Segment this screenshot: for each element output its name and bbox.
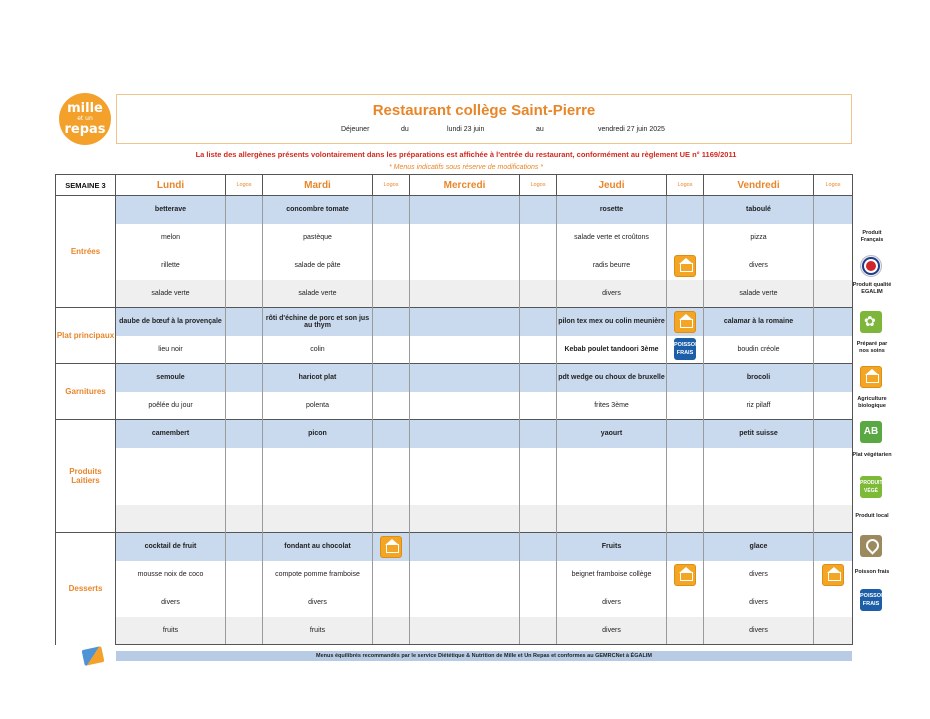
logo-cell bbox=[667, 308, 704, 336]
logo-cell bbox=[520, 561, 557, 589]
to-label: au bbox=[536, 126, 544, 133]
house-icon bbox=[674, 255, 696, 277]
category-plat-principaux: Plat principaux bbox=[56, 308, 116, 364]
category-produits-laitiers: Produits Laitiers bbox=[56, 420, 116, 533]
table-row bbox=[56, 392, 853, 420]
logos-header: Logos bbox=[520, 175, 557, 196]
dish-cell bbox=[557, 505, 667, 533]
dish-cell: salade verte bbox=[116, 280, 226, 308]
to-date: vendredi 27 juin 2025 bbox=[598, 126, 665, 133]
dish-cell: divers bbox=[557, 280, 667, 308]
dish-cell: divers bbox=[557, 617, 667, 645]
dish-cell: betterave bbox=[116, 196, 226, 224]
dish-cell: pilon tex mex ou colin meunière bbox=[557, 308, 667, 336]
logo-cell bbox=[226, 336, 263, 364]
dish-cell: daube de bœuf à la provençale bbox=[116, 308, 226, 336]
legend-label: Préparé par nos soins bbox=[856, 341, 888, 354]
organic-ab-icon: AB bbox=[860, 421, 882, 443]
dish-cell: melon bbox=[116, 224, 226, 252]
dish-cell bbox=[410, 196, 520, 224]
category-desserts: Desserts bbox=[56, 533, 116, 645]
logo-cell bbox=[520, 420, 557, 448]
legend-label: Poisson frais bbox=[854, 569, 890, 575]
dish-cell bbox=[410, 308, 520, 336]
dish-cell bbox=[410, 505, 520, 533]
dish-cell bbox=[557, 448, 667, 505]
table-row bbox=[56, 224, 853, 252]
dish-cell: pastèque bbox=[263, 224, 373, 252]
dish-cell: pdt wedge ou choux de bruxelle bbox=[557, 364, 667, 392]
logo-cell bbox=[667, 252, 704, 280]
dish-cell: glace bbox=[704, 533, 814, 561]
vegetarian-icon: PRODUIT VÉGÉ bbox=[860, 476, 882, 498]
dish-cell: yaourt bbox=[557, 420, 667, 448]
logo-cell bbox=[226, 364, 263, 392]
dish-cell: salade verte et croûtons bbox=[557, 224, 667, 252]
dish-cell bbox=[116, 448, 226, 505]
logo-cell bbox=[373, 448, 410, 505]
logo-cell bbox=[226, 392, 263, 420]
logo-cell bbox=[226, 448, 263, 505]
day-header-mercredi: Mercredi bbox=[410, 175, 520, 196]
week-label: SEMAINE 3 bbox=[56, 175, 116, 196]
brand-logo: mille et un repas bbox=[59, 93, 111, 145]
logo-cell bbox=[814, 589, 853, 617]
legend-label: Plat végétarien bbox=[852, 452, 892, 458]
dish-cell bbox=[263, 448, 373, 505]
logo-cell bbox=[520, 617, 557, 645]
logo-cell bbox=[373, 392, 410, 420]
logo-cell bbox=[667, 224, 704, 252]
logo-cell bbox=[226, 533, 263, 561]
dish-cell bbox=[410, 420, 520, 448]
dish-cell: divers bbox=[704, 561, 814, 589]
dish-cell: divers bbox=[704, 252, 814, 280]
logo-cell bbox=[667, 533, 704, 561]
dish-cell: salade verte bbox=[704, 280, 814, 308]
logo-cell bbox=[226, 252, 263, 280]
dish-cell: frites 3ème bbox=[557, 392, 667, 420]
location-pin-icon bbox=[860, 535, 882, 557]
logo-cell bbox=[520, 448, 557, 505]
fresh-fish-icon: POISSON FRAIS bbox=[674, 338, 696, 360]
dish-cell: semoule bbox=[116, 364, 226, 392]
logo-cell bbox=[667, 336, 704, 364]
legend-label: Agriculture biologique bbox=[857, 396, 887, 409]
logo-cell bbox=[373, 252, 410, 280]
logo-cell bbox=[667, 589, 704, 617]
dish-cell: radis beurre bbox=[557, 252, 667, 280]
logo-cell bbox=[667, 561, 704, 589]
dish-cell: rosette bbox=[557, 196, 667, 224]
logo-cell bbox=[814, 505, 853, 533]
dish-cell: fruits bbox=[263, 617, 373, 645]
dish-cell: compote pomme framboise bbox=[263, 561, 373, 589]
table-row bbox=[56, 533, 853, 561]
logo-cell bbox=[373, 224, 410, 252]
dish-cell: haricot plat bbox=[263, 364, 373, 392]
dish-cell: rôti d'échine de porc et son jus au thym bbox=[263, 308, 373, 336]
dish-cell: divers bbox=[116, 589, 226, 617]
logo-cell bbox=[814, 252, 853, 280]
dish-cell bbox=[116, 505, 226, 533]
dish-cell: poêlée du jour bbox=[116, 392, 226, 420]
dish-cell: brocoli bbox=[704, 364, 814, 392]
house-icon bbox=[380, 536, 402, 558]
logo-cell bbox=[814, 392, 853, 420]
day-header-jeudi: Jeudi bbox=[557, 175, 667, 196]
logo-cell bbox=[814, 308, 853, 336]
french-flag-icon bbox=[860, 255, 882, 277]
logo-cell bbox=[520, 336, 557, 364]
logo-cell bbox=[814, 364, 853, 392]
logo-cell bbox=[667, 364, 704, 392]
logo-cell bbox=[814, 420, 853, 448]
dish-cell: boudin créole bbox=[704, 336, 814, 364]
dish-cell: pizza bbox=[704, 224, 814, 252]
dish-cell: rillette bbox=[116, 252, 226, 280]
category-garnitures: Garnitures bbox=[56, 364, 116, 420]
menu-disclaimer: * Menus indicatifs sous réserve de modifications * bbox=[388, 164, 544, 171]
category-entrees: Entrées bbox=[56, 196, 116, 308]
dish-cell: camembert bbox=[116, 420, 226, 448]
logo-cell bbox=[667, 420, 704, 448]
dish-cell: beignet framboise collège bbox=[557, 561, 667, 589]
logo-cell bbox=[814, 280, 853, 308]
dish-cell: mousse noix de coco bbox=[116, 561, 226, 589]
logo-cell bbox=[814, 448, 853, 505]
logo-cell bbox=[373, 420, 410, 448]
dish-cell bbox=[263, 505, 373, 533]
fresh-fish-icon: POISSON FRAIS bbox=[860, 589, 882, 611]
table-row bbox=[56, 196, 853, 224]
legend-label: Produit Français bbox=[860, 230, 884, 243]
dish-cell: colin bbox=[263, 336, 373, 364]
table-row bbox=[56, 589, 853, 617]
dish-cell: salade de pâte bbox=[263, 252, 373, 280]
dish-cell bbox=[410, 392, 520, 420]
logo-cell bbox=[226, 617, 263, 645]
logos-header: Logos bbox=[226, 175, 263, 196]
dish-cell: fruits bbox=[116, 617, 226, 645]
dish-cell: fondant au chocolat bbox=[263, 533, 373, 561]
dish-cell: polenta bbox=[263, 392, 373, 420]
logo-cell bbox=[373, 196, 410, 224]
footer-note: Menus équilibrés recommandés par le service Diététique & Nutrition de Mille et Un Repas et conformes au GEMRCNet à ÉGALIM bbox=[116, 651, 852, 661]
logo-cell bbox=[667, 392, 704, 420]
logo-cell bbox=[373, 561, 410, 589]
brand-mark-icon bbox=[82, 646, 105, 666]
day-header-mardi: Mardi bbox=[263, 175, 373, 196]
logo-cell bbox=[667, 617, 704, 645]
logo-cell bbox=[373, 505, 410, 533]
logo-cell bbox=[814, 224, 853, 252]
dish-cell: taboulé bbox=[704, 196, 814, 224]
dish-cell bbox=[410, 448, 520, 505]
dish-cell bbox=[704, 448, 814, 505]
dish-cell: salade verte bbox=[263, 280, 373, 308]
dish-cell bbox=[410, 280, 520, 308]
logo-cell bbox=[814, 336, 853, 364]
logos-header: Logos bbox=[667, 175, 704, 196]
logo-cell bbox=[373, 364, 410, 392]
logo-cell bbox=[814, 196, 853, 224]
table-row bbox=[56, 252, 853, 280]
header-box bbox=[116, 94, 852, 144]
table-row bbox=[56, 617, 853, 645]
logo-cell bbox=[520, 589, 557, 617]
dish-cell bbox=[410, 364, 520, 392]
house-icon bbox=[822, 564, 844, 586]
logo-cell bbox=[520, 224, 557, 252]
dish-cell bbox=[410, 617, 520, 645]
dish-cell: picon bbox=[263, 420, 373, 448]
menu-table bbox=[55, 174, 853, 645]
logos-header: Logos bbox=[373, 175, 410, 196]
logo-cell bbox=[520, 533, 557, 561]
dish-cell: riz pilaff bbox=[704, 392, 814, 420]
table-row bbox=[56, 448, 853, 505]
dish-cell: calamar à la romaine bbox=[704, 308, 814, 336]
table-header-row bbox=[56, 175, 853, 196]
dish-cell: divers bbox=[704, 589, 814, 617]
logo-cell bbox=[373, 589, 410, 617]
dish-cell: petit suisse bbox=[704, 420, 814, 448]
logo-cell bbox=[667, 196, 704, 224]
table-row bbox=[56, 561, 853, 589]
egalim-icon bbox=[860, 311, 882, 333]
dish-cell: divers bbox=[704, 617, 814, 645]
dish-cell bbox=[410, 533, 520, 561]
logo-cell bbox=[226, 224, 263, 252]
logo-cell bbox=[226, 589, 263, 617]
dish-cell: lieu noir bbox=[116, 336, 226, 364]
from-label: du bbox=[401, 126, 409, 133]
meal-label: Déjeuner bbox=[341, 126, 370, 133]
table-row bbox=[56, 280, 853, 308]
dish-cell bbox=[410, 589, 520, 617]
logo-cell bbox=[667, 280, 704, 308]
legend-label: Produit qualité EGALIM bbox=[852, 282, 892, 295]
house-icon bbox=[674, 311, 696, 333]
legend-label: Produit local bbox=[855, 513, 889, 519]
logo-cell bbox=[667, 505, 704, 533]
logo-cell bbox=[226, 420, 263, 448]
logo-cell bbox=[226, 196, 263, 224]
logo-cell bbox=[373, 533, 410, 561]
dish-cell: concombre tomate bbox=[263, 196, 373, 224]
dish-cell: divers bbox=[263, 589, 373, 617]
logo-cell bbox=[520, 308, 557, 336]
day-header-vendredi: Vendredi bbox=[704, 175, 814, 196]
logo-cell bbox=[226, 561, 263, 589]
house-icon bbox=[860, 366, 882, 388]
table-row bbox=[56, 420, 853, 448]
logo-cell bbox=[373, 617, 410, 645]
logo-cell bbox=[520, 280, 557, 308]
logo-cell bbox=[226, 308, 263, 336]
logo-cell bbox=[373, 336, 410, 364]
logos-header: Logos bbox=[814, 175, 853, 196]
logo-cell bbox=[520, 196, 557, 224]
logo-cell bbox=[667, 448, 704, 505]
logo-cell bbox=[814, 561, 853, 589]
logo-cell bbox=[226, 280, 263, 308]
dish-cell bbox=[410, 224, 520, 252]
dish-cell: cocktail de fruit bbox=[116, 533, 226, 561]
logo-cell bbox=[520, 252, 557, 280]
logo-cell bbox=[373, 280, 410, 308]
logo-cell bbox=[226, 505, 263, 533]
dish-cell bbox=[704, 505, 814, 533]
table-row bbox=[56, 336, 853, 364]
day-header-lundi: Lundi bbox=[116, 175, 226, 196]
table-row bbox=[56, 308, 853, 336]
logo-cell bbox=[814, 617, 853, 645]
logo-cell bbox=[520, 505, 557, 533]
from-date: lundi 23 juin bbox=[447, 126, 485, 133]
logo-cell bbox=[520, 392, 557, 420]
table-row bbox=[56, 364, 853, 392]
house-icon bbox=[674, 564, 696, 586]
dish-cell bbox=[410, 336, 520, 364]
dish-cell bbox=[410, 252, 520, 280]
dish-cell: Kebab poulet tandoori 3ème bbox=[557, 336, 667, 364]
dish-cell: divers bbox=[557, 589, 667, 617]
logo-cell bbox=[814, 533, 853, 561]
dish-cell bbox=[410, 561, 520, 589]
page-title: Restaurant collège Saint-Pierre bbox=[372, 102, 596, 119]
table-row bbox=[56, 505, 853, 533]
logo-cell bbox=[520, 364, 557, 392]
logo-cell bbox=[373, 308, 410, 336]
allergen-notice: La liste des allergènes présents volontairement dans les préparations est affichée à l'entrée du restaurant, conformément au règlement UE n° 1169/2011 bbox=[195, 150, 737, 159]
dish-cell: Fruits bbox=[557, 533, 667, 561]
